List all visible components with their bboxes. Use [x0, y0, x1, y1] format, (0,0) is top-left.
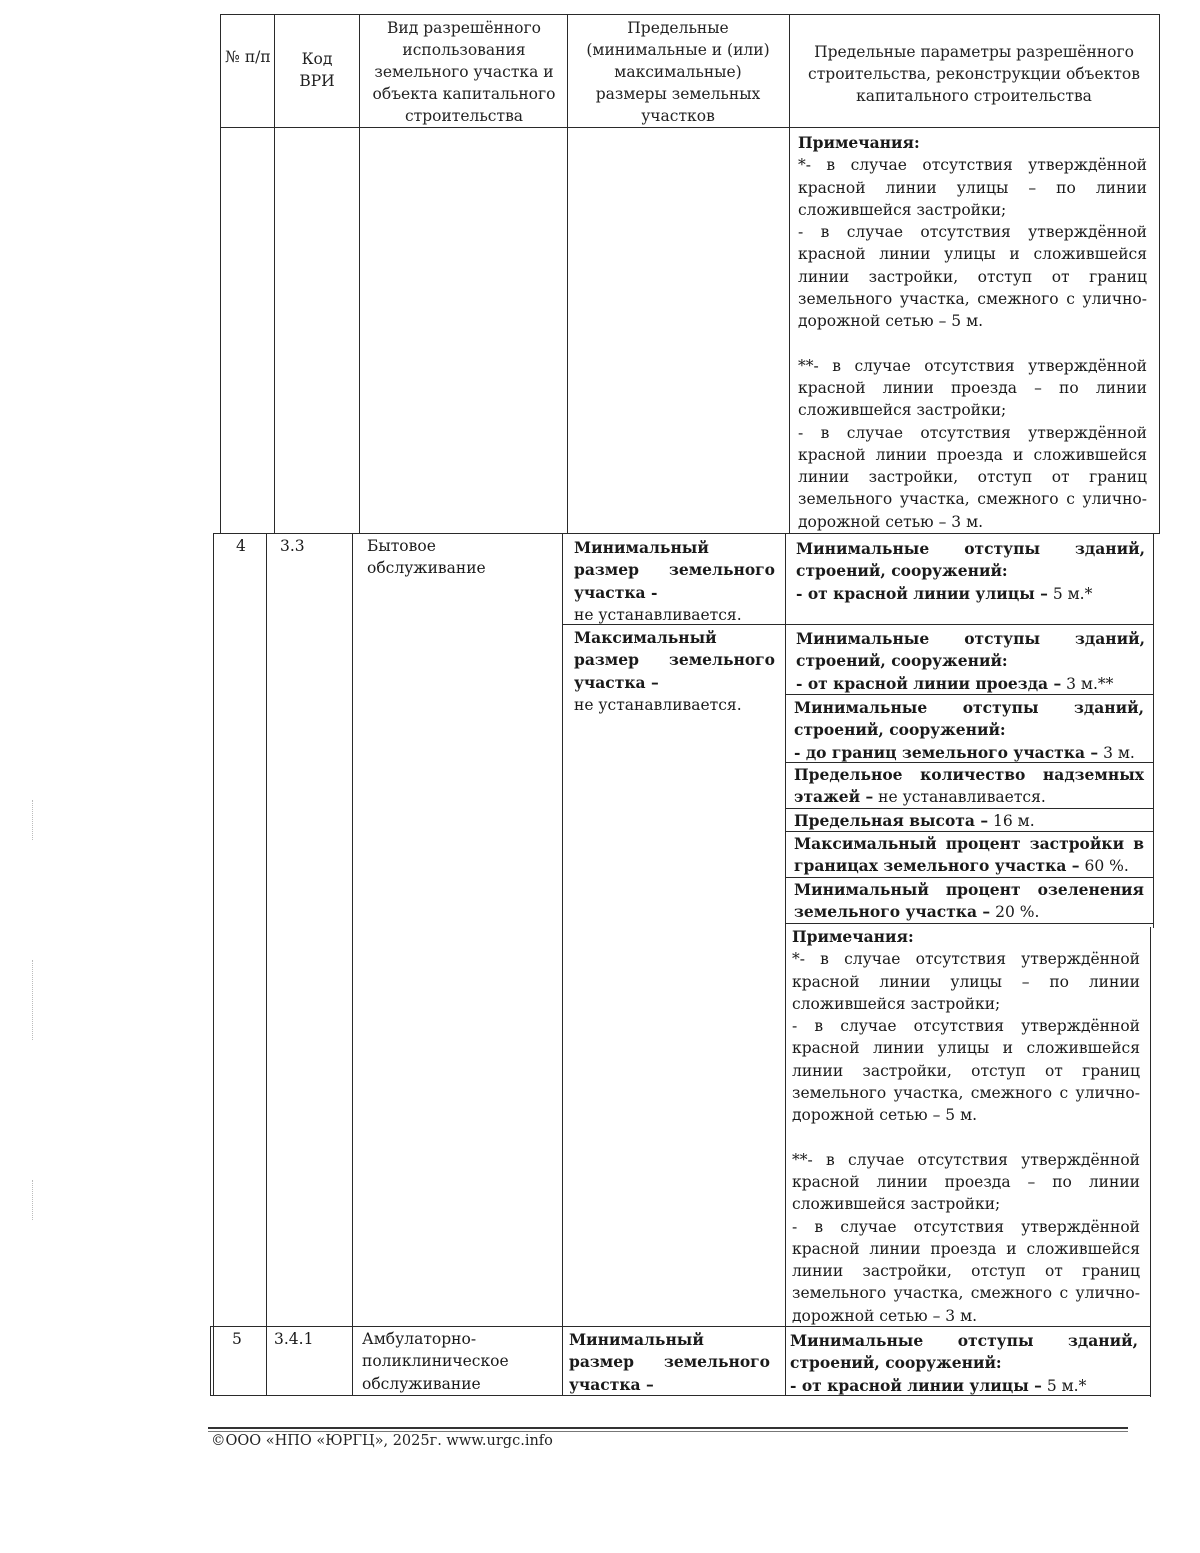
row-number: 4	[236, 537, 246, 555]
param-value: 16 м.	[988, 812, 1035, 830]
param-street-setback	[796, 538, 1145, 605]
table-border	[266, 533, 267, 1396]
table-border	[210, 1326, 211, 1396]
param-value: 5 м.*	[1041, 1376, 1087, 1395]
note-paragraph: - в случае отсутствия утверждённой красной линии проезда и сложившейся линии застройки, отступ от границ земельного участка, смежного с улично-дорожной сетью – 3 м.	[798, 423, 1147, 531]
row-code: 3.3	[280, 537, 305, 555]
header-num: № п/п	[225, 48, 271, 66]
table-border	[789, 14, 790, 534]
row-kind: Амбулаторно-поликлиническое обслуживание	[362, 1330, 509, 1393]
note-paragraph: *- в случае отсутствия утверждённой красной линии улицы – по линии сложившейся застройки;	[798, 156, 1147, 219]
table-border	[213, 533, 1160, 534]
header-kind: Вид разрешённого использования земельного участка и объекта капитального строительства	[372, 19, 556, 125]
max-size-label: Максимальный размер земельного участка –	[574, 628, 775, 692]
note-paragraph: **- в случае отсутствия утверждённой красной линии проезда – по линии сложившейся застройки;	[792, 1150, 1140, 1214]
param-build-percent	[794, 833, 1144, 878]
notes-block	[798, 132, 1147, 533]
footer-copyright: ©ООО «НПО «ЮРГЦ», 2025г. www.urgc.info	[211, 1433, 553, 1449]
footer-divider	[208, 1427, 1128, 1429]
param-label: Минимальные отступы зданий, строений, сооружений:	[796, 539, 1145, 581]
table-border	[567, 14, 568, 534]
scan-artifact	[32, 1180, 35, 1220]
param-floors	[794, 764, 1144, 809]
row-code: 3.4.1	[274, 1330, 314, 1348]
table-border	[1153, 533, 1154, 928]
table-border	[359, 14, 360, 534]
table-border	[1159, 14, 1160, 534]
note-paragraph: - в случае отсутствия утверждённой красной линии улицы и сложившейся линии застройки, отступ от границ земельного участка, смежного с улично-дорожной сетью – 5 м.	[792, 1017, 1140, 1125]
min-size-value: не устанавливается.	[574, 605, 742, 624]
param-value: 3 м.	[1098, 743, 1135, 762]
table-border	[562, 533, 563, 1396]
table-border	[352, 533, 353, 1396]
param-label: - от красной линии улицы –	[796, 583, 1048, 603]
min-size-cell	[574, 537, 775, 626]
param-label: Предельная высота –	[794, 811, 989, 830]
note-paragraph: - в случае отсутствия утверждённой красной линии улицы и сложившейся линии застройки, отступ от границ земельного участка, смежного с улично-дорожной сетью – 5 м.	[798, 223, 1147, 331]
param-label: Минимальные отступы зданий, строений, сооружений:	[790, 1331, 1138, 1373]
header-code: Код ВРИ	[299, 50, 335, 90]
table-border	[220, 127, 1160, 128]
param-value: 3 м.**	[1061, 674, 1114, 693]
notes-title: Примечания:	[792, 927, 914, 946]
param-label: Минимальные отступы зданий, строений, сооружений:	[794, 698, 1144, 740]
footer-divider	[208, 1431, 1128, 1432]
param-value: 20 %.	[990, 903, 1040, 922]
min-size-cell	[569, 1329, 770, 1396]
note-paragraph: *- в случае отсутствия утверждённой красной линии улицы – по линии сложившейся застройки;	[792, 950, 1140, 1013]
param-value: не устанавливается.	[873, 788, 1046, 807]
table-border	[274, 14, 275, 534]
max-size-value: не устанавливается.	[574, 695, 742, 714]
table-border	[785, 533, 786, 1396]
header-params: Предельные параметры разрешённого строительства, реконструкции объектов капитального строительства	[808, 43, 1140, 105]
param-height	[794, 810, 1144, 832]
table-border	[220, 14, 1160, 15]
param-label: Максимальный процент застройки в границах земельного участка –	[794, 834, 1144, 876]
min-size-label: Минимальный размер земельного участка –	[569, 1330, 770, 1394]
notes-block	[792, 926, 1140, 1327]
param-label: - от красной линии улицы –	[790, 1375, 1042, 1395]
param-label: Предельное количество надземных этажей –	[794, 765, 1144, 807]
param-drive-setback	[796, 628, 1145, 695]
scan-artifact	[32, 800, 35, 840]
param-green-percent	[794, 879, 1144, 924]
min-size-label: Минимальный размер земельного участка -	[574, 538, 775, 602]
table-border	[220, 14, 221, 534]
header-sizes: Предельные (минимальные и (или) максимальные) размеры земельных участков	[586, 19, 770, 125]
param-label: - от красной линии проезда –	[796, 673, 1062, 693]
table-border	[213, 533, 214, 1396]
param-label: Минимальный процент озеленения земельного участка –	[794, 880, 1144, 922]
param-value: 5 м.*	[1047, 584, 1093, 603]
notes-title: Примечания:	[798, 133, 920, 152]
note-paragraph: - в случае отсутствия утверждённой красной линии проезда и сложившейся линии застройки, отступ от границ земельного участка, смежного с улично-дорожной сетью – 3 м.	[792, 1217, 1140, 1325]
row-kind: Бытовое обслуживание	[367, 537, 486, 578]
param-label: Минимальные отступы зданий, строений, сооружений:	[796, 629, 1145, 671]
param-label: - до границ земельного участка –	[794, 742, 1099, 762]
param-street-setback	[790, 1330, 1138, 1397]
scan-artifact	[32, 960, 35, 1040]
note-paragraph: **- в случае отсутствия утверждённой красной линии проезда – по линии сложившейся застройки;	[798, 356, 1147, 420]
max-size-cell	[574, 627, 775, 716]
row-number: 5	[232, 1330, 242, 1348]
param-border-setback	[794, 697, 1144, 764]
param-value: 60 %.	[1079, 857, 1129, 876]
